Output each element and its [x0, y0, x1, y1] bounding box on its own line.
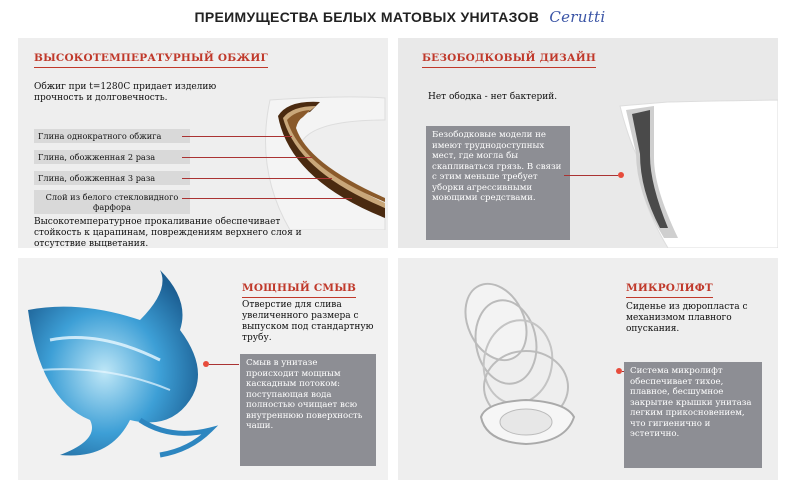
layer-tag-2: Глина, обожженная 2 раза: [34, 150, 190, 164]
leader-line-3: [182, 178, 332, 179]
page-title-text: ПРЕИМУЩЕСТВА БЕЛЫХ МАТОВЫХ УНИТАЗОВ: [194, 9, 540, 25]
panel-firing-intro: Обжиг при t=1280С придает изделию прочность и долговечность.: [34, 82, 217, 103]
panel-firing: [18, 38, 388, 248]
panel-flush: [18, 258, 388, 480]
panel-microlift: [398, 258, 778, 480]
panel-microlift-title: МИКРОЛИФТ: [626, 282, 713, 294]
rimless-leader-line: [564, 175, 618, 176]
panel-flush-title: МОЩНЫЙ СМЫВ: [242, 282, 356, 294]
panel-rimless-title: БЕЗОБОДКОВЫЙ ДИЗАЙН: [422, 52, 596, 64]
rimless-marker-dot: [618, 172, 624, 178]
layer-tag-3: Глина, обожженная 3 раза: [34, 171, 190, 185]
panel-microlift-box: Система микролифт обеспечивает тихое, плавное, бесшумное закрытие крышки унитаза легким прикосновением, что гигиенично и эстетично.: [624, 362, 762, 468]
layer-tag-1: Глина однократного обжига: [34, 129, 190, 143]
brand-logo: Cerutti: [549, 8, 606, 26]
flush-leader-line: [209, 364, 239, 365]
rimless-section-illustration: [608, 98, 778, 248]
leader-line-4: [182, 198, 352, 199]
panel-firing-footer: Высокотемпературное прокаливание обеспечивает стойкость к царапинам, повреждениям верхнего слоя и отсутствие выцветания.: [34, 217, 302, 248]
panel-flush-intro: Отверстие для слива увеличенного размера с выпуском под стандартную трубу.: [242, 300, 374, 343]
ceramic-layers-illustration: [250, 90, 388, 230]
panel-microlift-intro: Сиденье из дюропласта с механизмом плавного опускания.: [626, 302, 748, 334]
water-flow-illustration: [20, 270, 230, 470]
panel-rimless-box: Безободковые модели не имеют труднодоступных мест, где могла бы скапливаться грязь. В связи с этим меньше требует уборки агрессивными моющими средствами.: [426, 126, 570, 240]
panel-rimless: [398, 38, 778, 248]
leader-line-2: [182, 157, 312, 158]
page-title: [0, 8, 800, 26]
panel-rimless-intro: Нет ободка - нет бактерий.: [428, 92, 558, 102]
panel-flush-box: Смыв в унитазе происходит мощным каскадным потоком: поступающая вода полностью очищает всю внутреннюю поверхность чаши.: [240, 354, 376, 466]
leader-line-1: [182, 136, 292, 137]
layer-tag-4: Слой из белого стекловидного фарфора: [34, 190, 190, 214]
toilet-seat-illustration: [426, 272, 626, 472]
panel-firing-title: ВЫСОКОТЕМПЕРАТУРНЫЙ ОБЖИГ: [34, 52, 268, 64]
